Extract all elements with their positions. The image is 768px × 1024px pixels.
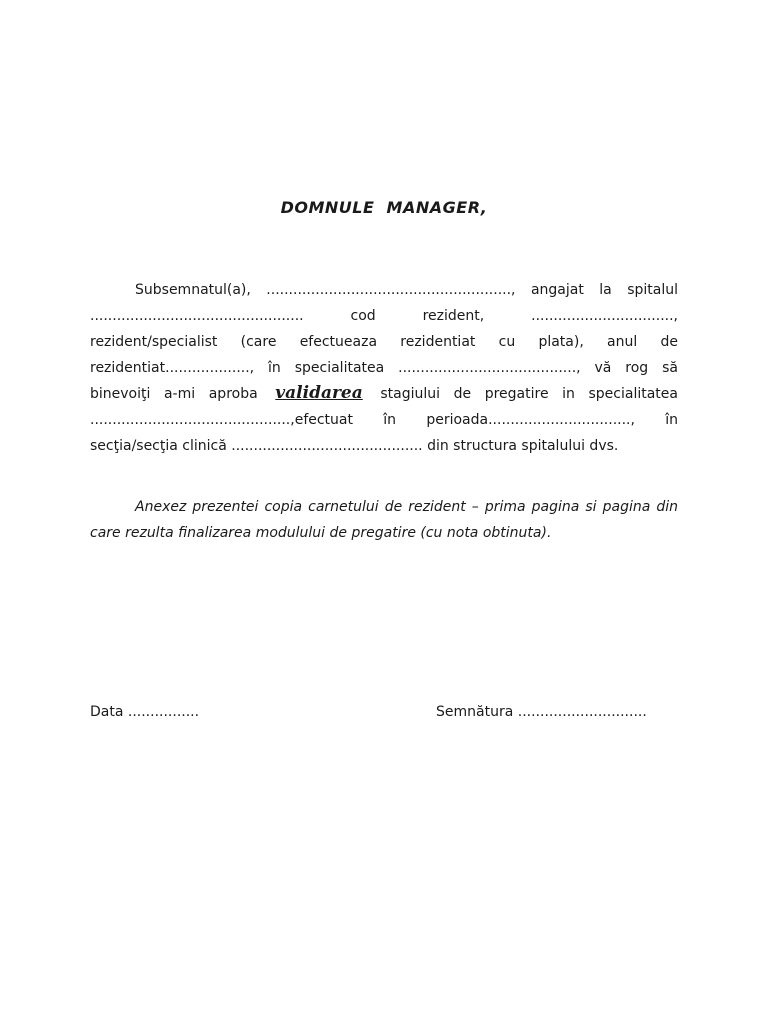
request-paragraph <box>90 277 678 459</box>
emphasis-validarea: validarea <box>275 383 363 403</box>
date-field: Data ................ <box>90 704 200 720</box>
request-text-end: stagiului de pregatire in specialitatea .............................................,efectuat în perioada................................, în secţia/secţia clinică ........................................... din structura spitalului dvs. <box>90 386 678 454</box>
request-text-start: Subsemnatul(a), ......................................................., angajat la spitalul ................................................ cod rezident, ................................, rezident/specialist (care efectueaza rezidentiat cu plata), anul de rezidentiat..................., în specialitatea ........................................, vă rog să binevoiţi a-mi aproba <box>90 282 678 402</box>
signature-field: Semnătura ............................. <box>436 704 647 720</box>
document-title: DOMNULE MANAGER, <box>280 198 488 217</box>
annex-text: Anexez prezentei copia carnetului de rezident – prima pagina si pagina din care rezulta finalizarea modulului de pregatire (cu nota obtinuta). <box>90 499 678 541</box>
annex-paragraph <box>90 494 678 546</box>
